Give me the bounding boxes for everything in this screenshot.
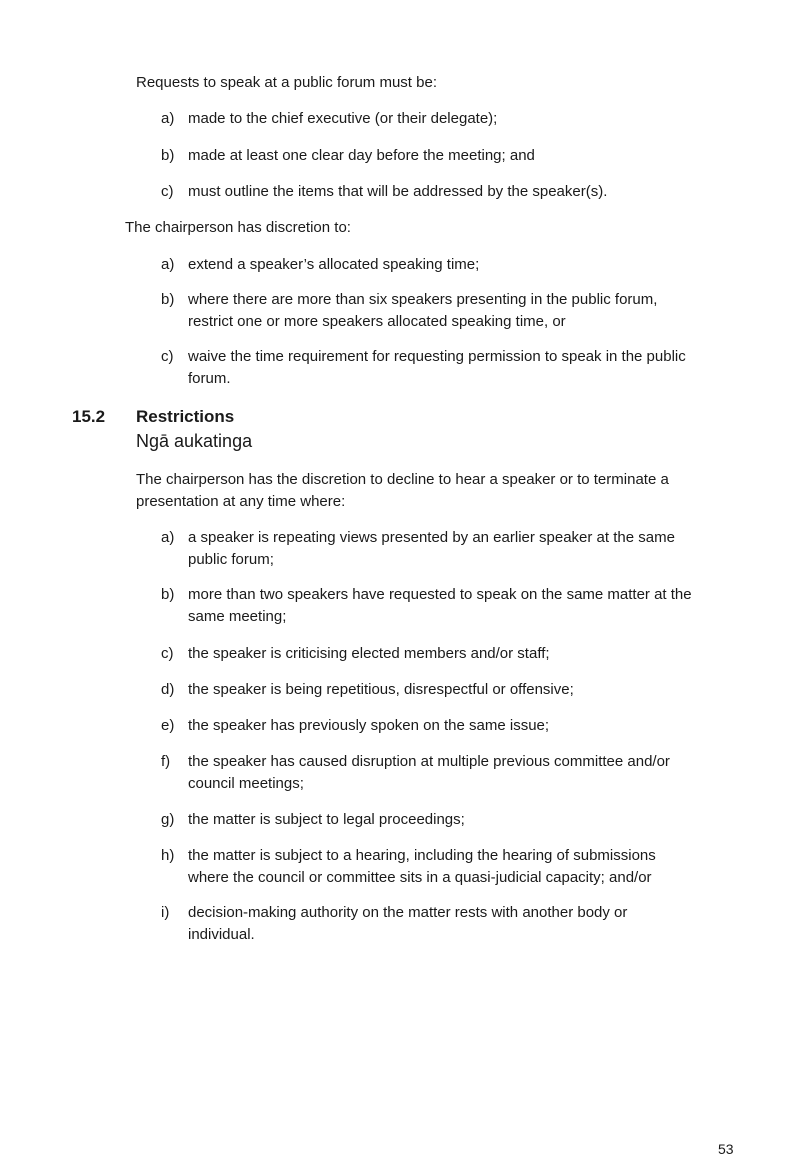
section-title: Restrictions bbox=[136, 407, 235, 426]
list-text: the speaker is criticising elected members and/or staff; bbox=[188, 645, 550, 662]
list-text: made to the chief executive (or their delegate); bbox=[188, 110, 498, 127]
list-text: the speaker has previously spoken on the same issue; bbox=[188, 717, 550, 734]
section-subtitle: Ngā aukatinga bbox=[136, 431, 253, 451]
list-label: c) bbox=[161, 348, 174, 365]
list-label: c) bbox=[161, 645, 174, 662]
list-text: the speaker has caused disruption at multiple previous committee and/or council meetings; bbox=[188, 753, 670, 792]
list-label: g) bbox=[161, 811, 175, 828]
list-text: extend a speaker’s allocated speaking time; bbox=[188, 256, 480, 273]
list-label: e) bbox=[161, 717, 175, 734]
list-text: decision-making authority on the matter rests with another body or individual. bbox=[188, 904, 628, 943]
list-text: a speaker is repeating views presented by an earlier speaker at the same public forum; bbox=[188, 529, 675, 568]
page-number: 53 bbox=[718, 1141, 734, 1157]
list-label: b) bbox=[161, 586, 175, 603]
list-label: b) bbox=[161, 291, 175, 308]
section-paragraph: The chairperson has the discretion to decline to hear a speaker or to terminate a presentation at any time where: bbox=[136, 471, 669, 510]
list-label: f) bbox=[161, 753, 171, 770]
list-text: must outline the items that will be addressed by the speaker(s). bbox=[188, 183, 608, 200]
list-label: a) bbox=[161, 529, 175, 546]
intro-paragraph: Requests to speak at a public forum must be: bbox=[136, 74, 437, 91]
list-label: h) bbox=[161, 847, 175, 864]
list-label: d) bbox=[161, 681, 175, 698]
list-label: a) bbox=[161, 256, 175, 273]
list-text: the matter is subject to a hearing, including the hearing of submissions where the council or committee sits in a quasi-judicial capacity; and/or bbox=[188, 847, 656, 886]
list-text: made at least one clear day before the meeting; and bbox=[188, 147, 535, 164]
list-label: a) bbox=[161, 110, 175, 127]
intro-paragraph: The chairperson has discretion to: bbox=[125, 219, 351, 236]
list-text: more than two speakers have requested to speak on the same matter at the same meeting; bbox=[188, 586, 692, 625]
list-label: c) bbox=[161, 183, 174, 200]
list-text: the speaker is being repetitious, disrespectful or offensive; bbox=[188, 681, 574, 698]
list-label: b) bbox=[161, 147, 175, 164]
list-text: where there are more than six speakers presenting in the public forum, restrict one or more speakers allocated speaking time, or bbox=[188, 291, 658, 330]
section-number: 15.2 bbox=[72, 407, 106, 426]
list-text: waive the time requirement for requesting permission to speak in the public forum. bbox=[188, 348, 686, 387]
list-text: the matter is subject to legal proceedings; bbox=[188, 811, 465, 828]
list-label: i) bbox=[161, 904, 170, 921]
